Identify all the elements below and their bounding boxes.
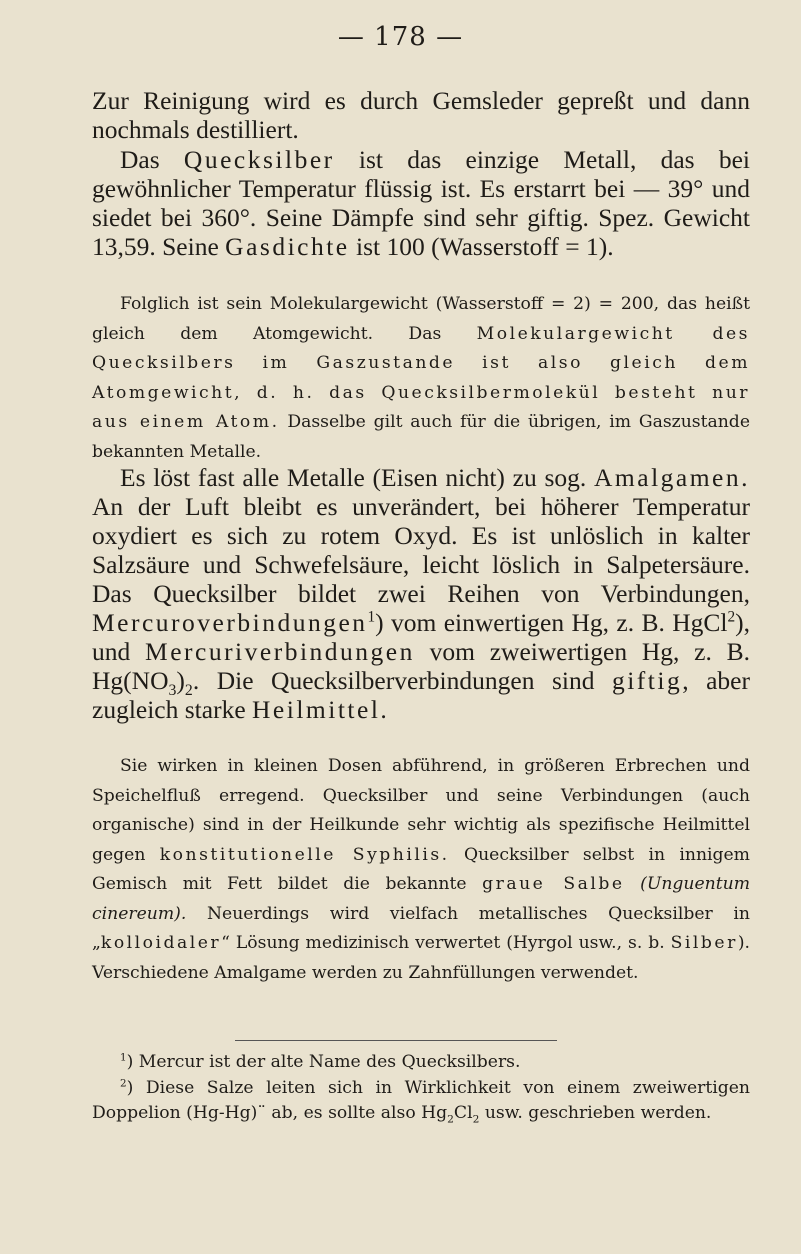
latin-term: (Unguentum cinereum). xyxy=(92,874,750,924)
paragraph-amalgams xyxy=(92,463,750,724)
footnote-text: ) Mercur ist der alte Name des Quecksilbers. xyxy=(126,1052,521,1072)
term-syphilis: konstitutionelle Syphilis. xyxy=(159,844,450,865)
term-graue-salbe: graue Salbe xyxy=(482,874,625,894)
footnotes xyxy=(92,1050,750,1127)
term-silber: Silber xyxy=(670,933,738,953)
text-run: ist 100 (Wasserstoff = 1). xyxy=(349,232,614,261)
subscript: 2 xyxy=(184,682,193,700)
text-run: , aber zugleich starke xyxy=(92,666,750,724)
text-run: Es löst fast alle Metalle (Eisen nicht) zu sog. xyxy=(120,463,594,492)
text-run: ), und xyxy=(92,608,750,666)
text-run: ist das einzige Metall, das bei gewöhnlicher Temperatur flüssig ist. Es erstarrt bei — 39° und siedet bei 360°. Seine Dämpfe sind sehr giftig. Spez. Gewicht 13,59. Seine xyxy=(92,145,750,261)
term-amalgamen: Amalgamen. xyxy=(594,463,750,492)
text-run: Neuerdings wird vielfach metallisches Quecksilber in „ xyxy=(92,903,750,953)
text-run: Quecksilber selbst in innigem Gemisch mit Fett bildet die bekannte xyxy=(92,844,750,894)
footnote-ref-2: 2 xyxy=(727,608,736,626)
text-run: ). Verschiedene Amalgame werden zu Zahnfüllungen verwendet. xyxy=(92,933,750,983)
footnote-text: ) Diese Salze leiten sich in Wirklichkeit von einem zweiwertigen Doppelion (Hg-Hg)¨ ab, es sollte also Hg xyxy=(92,1077,750,1123)
paragraph-purification xyxy=(92,86,750,144)
footnote-2 xyxy=(92,1076,750,1127)
paragraph-medical-use xyxy=(92,752,750,988)
text-run: Das xyxy=(120,145,184,174)
paragraph-mercury-properties xyxy=(92,145,750,261)
footnote-text: Cl xyxy=(453,1103,473,1123)
paragraph-molecular-weight xyxy=(92,290,750,467)
footnote-mark: 2 xyxy=(120,1076,127,1089)
text-run: vom zweiwertigen Hg, z. B. Hg(NO xyxy=(92,637,750,695)
footnote-divider xyxy=(235,1040,557,1041)
text-run: Folglich ist sein Molekulargewicht (Wasserstoff = 2) = 200, das heißt gleich dem Atomgewicht. Das xyxy=(92,294,750,344)
term-quecksilber: Quecksilber xyxy=(183,145,335,174)
term-giftig: giftig xyxy=(611,666,683,695)
text-run: Sie wirken in kleinen Dosen abführend, in größeren Erbrechen und Speichelfluß erregend. Quecksilber und seine Verbindungen (auch organische) sind in der Heilkunde sehr wichtig als spezifische Heilmittel gegen xyxy=(92,756,750,865)
text-run: ) xyxy=(176,666,185,695)
footnote-1 xyxy=(92,1050,750,1076)
text-run: . xyxy=(380,695,387,724)
text-run: An der Luft bleibt es unverändert, bei höherer Temperatur oxydiert es sich zu rotem Oxyd. Es ist unlöslich in kalter Salzsäure und Schwefelsäure, leicht löslich in Salpetersäure. Das Quecksilber bildet zwei Reihen von Verbindungen, xyxy=(92,492,750,608)
footnote-mark: 1 xyxy=(120,1051,127,1064)
paragraph-text: Zur Reinigung wird es durch Gemsleder gepreßt und dann nochmals destilliert. xyxy=(92,86,750,144)
footnote-ref-1: 1 xyxy=(367,608,376,626)
subscript: 2 xyxy=(447,1112,454,1126)
emphasis-molekulargewicht: Molekulargewicht des Quecksilbers im Gaszustande ist also gleich dem Atomgewicht, d. h. das Quecksilbermolekül besteht nur aus einem Atom. xyxy=(92,323,750,432)
text-run: Dasselbe gilt auch für die übrigen, im Gaszustande bekannten Metalle. xyxy=(92,412,750,462)
term-gasdichte: Gasdichte xyxy=(225,232,350,261)
page-number: — 178 — xyxy=(337,22,464,52)
subscript: 3 xyxy=(168,682,177,700)
subscript: 2 xyxy=(472,1112,480,1126)
term-heilmittel: Heilmittel xyxy=(252,695,381,724)
term-mercuroverbindungen: Mercuroverbindungen xyxy=(92,608,368,637)
text-run: ) vom einwertigen Hg, z. B. HgCl xyxy=(375,608,728,637)
text-run: . Die Quecksilberverbindungen sind xyxy=(192,666,612,695)
text-run: “ Lösung medizinisch verwertet (Hyrgol usw., s. b. xyxy=(221,933,671,953)
term-kolloidaler: kolloidaler xyxy=(100,933,222,953)
term-mercuriverbindungen: Mercuriverbindungen xyxy=(145,637,415,666)
footnote-text: usw. geschrieben werden. xyxy=(479,1103,712,1123)
